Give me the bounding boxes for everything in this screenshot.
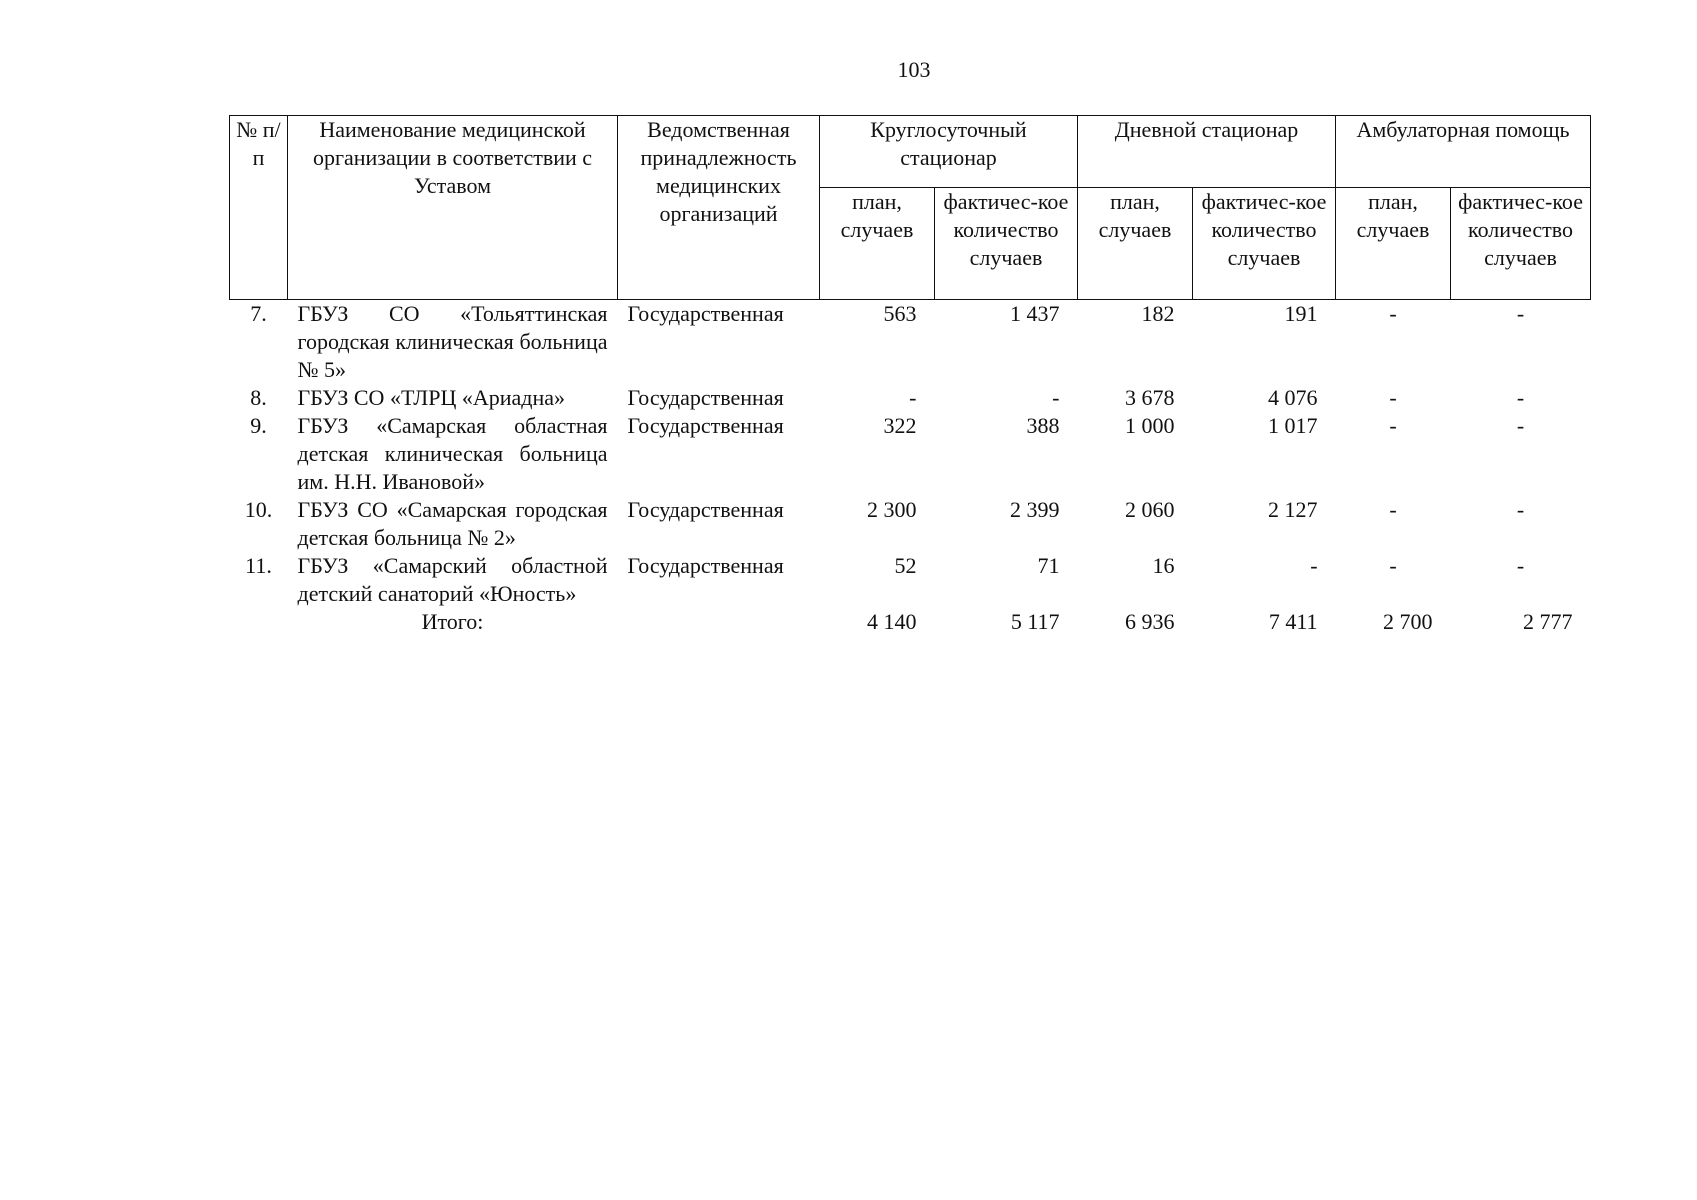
total-rc-plan: 4 140 xyxy=(867,609,917,634)
row-num: 11. xyxy=(245,553,272,578)
total-op-plan: 2 700 xyxy=(1383,609,1433,634)
header-op-fact: фактичес-кое количество случаев xyxy=(1451,188,1591,300)
row-num: 8. xyxy=(250,385,267,410)
row-op-plan: - xyxy=(1389,301,1397,326)
total-rc-fact: 5 117 xyxy=(1010,609,1060,634)
row-affiliation: Государственная xyxy=(627,413,784,438)
row-dh-fact: - xyxy=(1310,553,1318,578)
row-rc-plan: 322 xyxy=(883,413,917,438)
medical-organizations-table xyxy=(229,115,1591,636)
header-day-hospital: Дневной стационар xyxy=(1078,116,1336,188)
row-affiliation: Государственная xyxy=(627,553,784,578)
row-dh-fact: 2 127 xyxy=(1268,497,1318,522)
row-op-fact: - xyxy=(1516,301,1525,326)
row-rc-fact: 1 437 xyxy=(1010,301,1060,326)
header-op-plan: план, случаев xyxy=(1336,188,1451,300)
row-affiliation: Государственная xyxy=(627,385,784,410)
header-outpatient: Амбулаторная помощь xyxy=(1336,116,1591,188)
row-affiliation: Государственная xyxy=(627,301,784,326)
row-org-name: ГБУЗ «Самарская областная детская клиническая больница им. Н.Н. Ивановой» xyxy=(297,413,608,494)
row-op-plan: - xyxy=(1389,497,1397,522)
total-spacer xyxy=(230,608,288,636)
row-dh-fact: 191 xyxy=(1284,301,1318,326)
total-row xyxy=(230,608,1591,636)
row-op-plan: - xyxy=(1389,553,1397,578)
row-dh-plan: 3 678 xyxy=(1125,385,1175,410)
total-dh-plan: 6 936 xyxy=(1125,609,1175,634)
row-num: 9. xyxy=(250,413,267,438)
row-org-name: ГБУЗ СО «Тольяттинская городская клиническая больница № 5» xyxy=(297,301,608,382)
row-affiliation: Государственная xyxy=(627,497,784,522)
row-org-name: ГБУЗ «Самарский областной детский санаторий «Юность» xyxy=(297,553,608,606)
row-dh-plan: 2 060 xyxy=(1125,497,1175,522)
row-rc-plan: 52 xyxy=(894,553,917,578)
row-num: 10. xyxy=(244,497,273,522)
total-label: Итого: xyxy=(421,609,484,634)
row-dh-fact: 4 076 xyxy=(1268,385,1318,410)
header-num: № п/п xyxy=(230,116,288,300)
header-rc-fact: фактичес-кое количество случаев xyxy=(935,188,1078,300)
total-op-fact: 2 777 xyxy=(1523,609,1573,634)
header-org-name: Наименование медицинской организации в соответствии с Уставом xyxy=(288,116,618,300)
row-rc-fact: 2 399 xyxy=(1010,497,1060,522)
header-round-clock: Круглосуточный стационар xyxy=(820,116,1078,188)
header-dh-plan: план, случаев xyxy=(1078,188,1193,300)
row-op-plan: - xyxy=(1389,385,1397,410)
header-affiliation: Ведомственная принадлежность медицинских организаций xyxy=(618,116,820,300)
row-rc-plan: - xyxy=(909,385,917,410)
row-org-name: ГБУЗ СО «ТЛРЦ «Ариадна» xyxy=(297,385,565,410)
page-number: 103 xyxy=(897,57,931,82)
row-num: 7. xyxy=(250,301,267,326)
header-rc-plan: план, случаев xyxy=(820,188,935,300)
table-row xyxy=(230,384,1591,412)
row-op-fact: - xyxy=(1516,497,1525,522)
table-row xyxy=(230,300,1591,385)
table-row xyxy=(230,552,1591,608)
row-op-plan: - xyxy=(1389,413,1397,438)
row-op-fact: - xyxy=(1516,553,1525,578)
row-rc-plan: 563 xyxy=(883,301,917,326)
row-rc-fact: - xyxy=(1052,385,1060,410)
row-op-fact: - xyxy=(1516,413,1525,438)
row-dh-plan: 16 xyxy=(1152,553,1175,578)
table-row xyxy=(230,412,1591,496)
row-dh-plan: 1 000 xyxy=(1125,413,1175,438)
row-dh-plan: 182 xyxy=(1141,301,1175,326)
total-spacer xyxy=(618,608,820,636)
row-rc-fact: 71 xyxy=(1037,553,1060,578)
row-op-fact: - xyxy=(1516,385,1525,410)
row-rc-fact: 388 xyxy=(1026,413,1060,438)
row-rc-plan: 2 300 xyxy=(867,497,917,522)
row-org-name: ГБУЗ СО «Самарская городская детская больница № 2» xyxy=(297,497,608,550)
header-dh-fact: фактичес-кое количество случаев xyxy=(1193,188,1336,300)
total-dh-fact: 7 411 xyxy=(1268,609,1318,634)
table-row xyxy=(230,496,1591,552)
row-dh-fact: 1 017 xyxy=(1268,413,1318,438)
